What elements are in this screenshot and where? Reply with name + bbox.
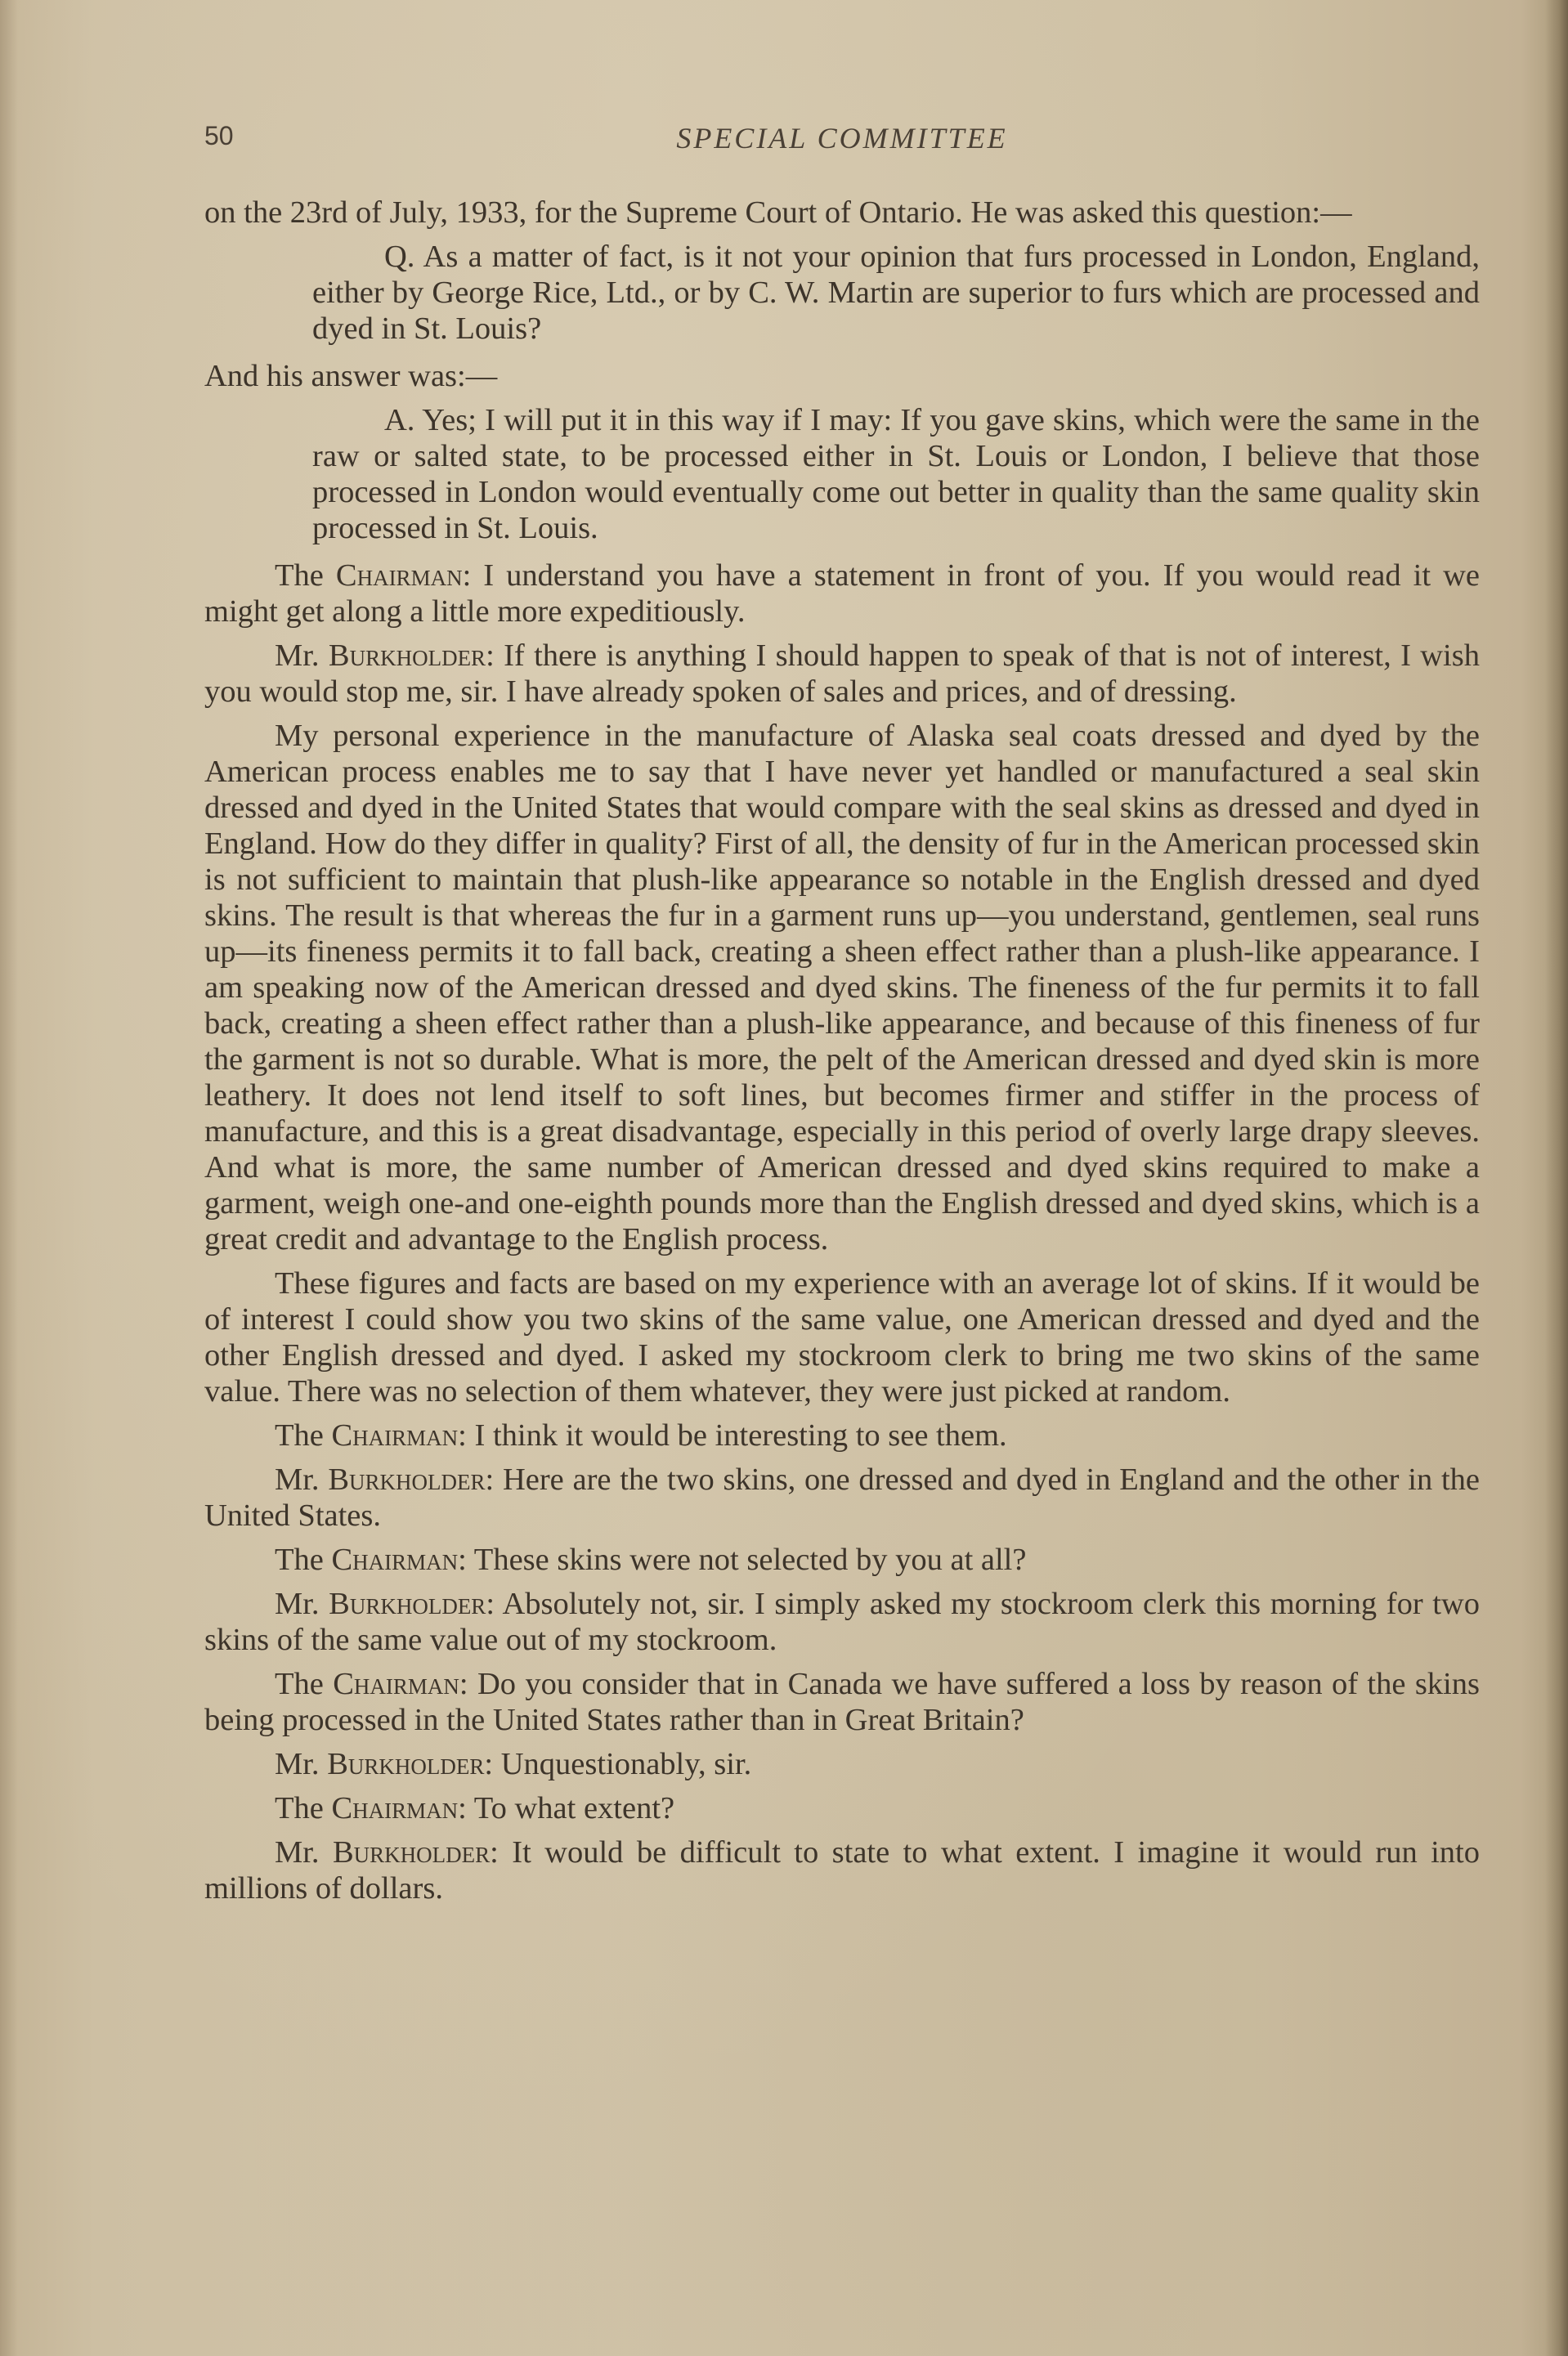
speaker-prefix: Mr. (275, 1587, 329, 1621)
page-body (204, 195, 1480, 1915)
speaker-prefix: The (275, 1667, 334, 1701)
speech-text: : I understand you have a statement in front of you. If you would read it we might get along a little more expeditiously. (204, 558, 1480, 629)
answer-quote: A. Yes; I will put it in this way if I may: If you gave skins, which were the same in the raw or salted state, to be processed either in St. Louis or London, I believe that those processed in London would eventually come out better in quality than the same quality skin processed in St. Louis. (312, 403, 1480, 545)
speaker-prefix: Mr. (275, 1835, 333, 1870)
speaker-prefix: The (275, 558, 336, 593)
speech-text: : If there is anything I should happen to speak of that is not of interest, I wish you would stop me, sir. I have already spoken of sales and prices, and of dressing. (204, 638, 1480, 709)
paragraph-experience: My personal experience in the manufacture of Alaska seal coats dressed and dyed by the American process enables me to say that I have never yet handled or manufactured a seal skin dressed and dyed in the United States that would compare with the seal skins as dressed and dyed in England. How do they differ in quality? First of all, the density of fur in the American processed skin is not sufficient to maintain that plush-like appearance so notable in the English dressed and dyed skins. The result is that whereas the fur in a garment runs up—you understand, gentlemen, seal runs up—its fineness permits it to fall back, creating a sheen effect rather than a plush-like appearance. I am speaking now of the American dressed and dyed skins. The fineness of the fur permits it to fall back, creating a sheen effect rather than a plush-like appearance, and because of this fineness of fur the garment is not so durable. What is more, the pelt of the American dressed and dyed skin is more leathery. It does not lend itself to soft lines, but becomes firmer and stiffer in the process of manufacture, and this is a great disadvantage, especially in this period of overly large drapy sleeves. And what is more, the same number of American dressed and dyed skins required to make a garment, weigh one-and one-eighth pounds more than the English dressed and dyed skins, which is a great credit and advantage to the English process. (204, 719, 1480, 1256)
exchange-burkholder (204, 638, 1480, 710)
page-left-shadow (0, 0, 18, 2356)
speaker-prefix: Mr. (275, 1462, 329, 1497)
speaker-prefix: The (275, 1791, 332, 1825)
speech-text: : These skins were not selected by you at all? (458, 1543, 1027, 1577)
speaker-prefix: The (275, 1543, 332, 1577)
speaker-name: Burkholder (327, 1747, 485, 1781)
speech-text: : It would be difficult to state to what extent. I imagine it would run into millions of dollars. (204, 1835, 1480, 1906)
running-head (204, 121, 1480, 162)
speech-text: : Unquestionably, sir. (484, 1747, 752, 1781)
speaker-name: Chairman (335, 558, 463, 593)
speaker-name: Burkholder (329, 1587, 486, 1621)
page-number: 50 (204, 121, 234, 150)
speaker-name: Burkholder (328, 1462, 486, 1497)
question-quote: Q. As a matter of fact, is it not your opinion that furs processed in London, England, either by George Rice, Ltd., or by C. W. Martin are superior to furs which are processed and dyed in St. Louis? (312, 240, 1480, 346)
speaker-name: Chairman (333, 1667, 459, 1701)
speaker-name: Burkholder (328, 638, 486, 673)
page-right-edge (1545, 0, 1568, 2356)
speaker-prefix: The (275, 1418, 332, 1453)
paragraph-answer-intro: And his answer was:— (204, 359, 498, 393)
dialogue-line (204, 1666, 1480, 1738)
speech-text: : I think it would be interesting to see them. (458, 1418, 1007, 1453)
paragraph-intro: on the 23rd of July, 1933, for the Supreme Court of Ontario. He was asked this question:— (204, 195, 1352, 230)
dialogue-line (204, 1790, 1480, 1826)
speech-text: : Do you consider that in Canada we have suffered a loss by reason of the skins being processed in the United States rather than in Great Britain? (204, 1667, 1480, 1737)
speaker-name: Chairman (331, 1418, 459, 1453)
speaker-name: Chairman (331, 1543, 459, 1577)
dialogue-line (204, 1586, 1480, 1658)
speaker-prefix: Mr. (275, 638, 329, 673)
dialogue-line (204, 1834, 1480, 1906)
dialogue-line (204, 1462, 1480, 1534)
speech-text: : To what extent? (458, 1791, 675, 1825)
dialogue-line (204, 1418, 1480, 1453)
speech-text: : Absolutely not, sir. I simply asked my stockroom clerk this morning for two skins of the same value out of my stockroom. (204, 1587, 1480, 1657)
speaker-name: Chairman (331, 1791, 459, 1825)
exchange-chairman (204, 558, 1480, 629)
paragraph-figures: These figures and facts are based on my experience with an average lot of skins. If it would be of interest I could show you two skins of the same value, one American dressed and dyed and the other English dressed and dyed. I asked my stockroom clerk to bring me two skins of the same value. There was no selection of them whatever, they were just picked at random. (204, 1266, 1480, 1409)
speaker-name: Burkholder (332, 1835, 491, 1870)
speech-text: : Here are the two skins, one dressed and dyed in England and the other in the United States. (204, 1462, 1480, 1533)
dialogue-line (204, 1542, 1480, 1578)
speaker-prefix: Mr. (275, 1747, 328, 1781)
running-title: SPECIAL COMMITTEE (676, 122, 1008, 155)
dialogue-line (204, 1746, 1480, 1782)
